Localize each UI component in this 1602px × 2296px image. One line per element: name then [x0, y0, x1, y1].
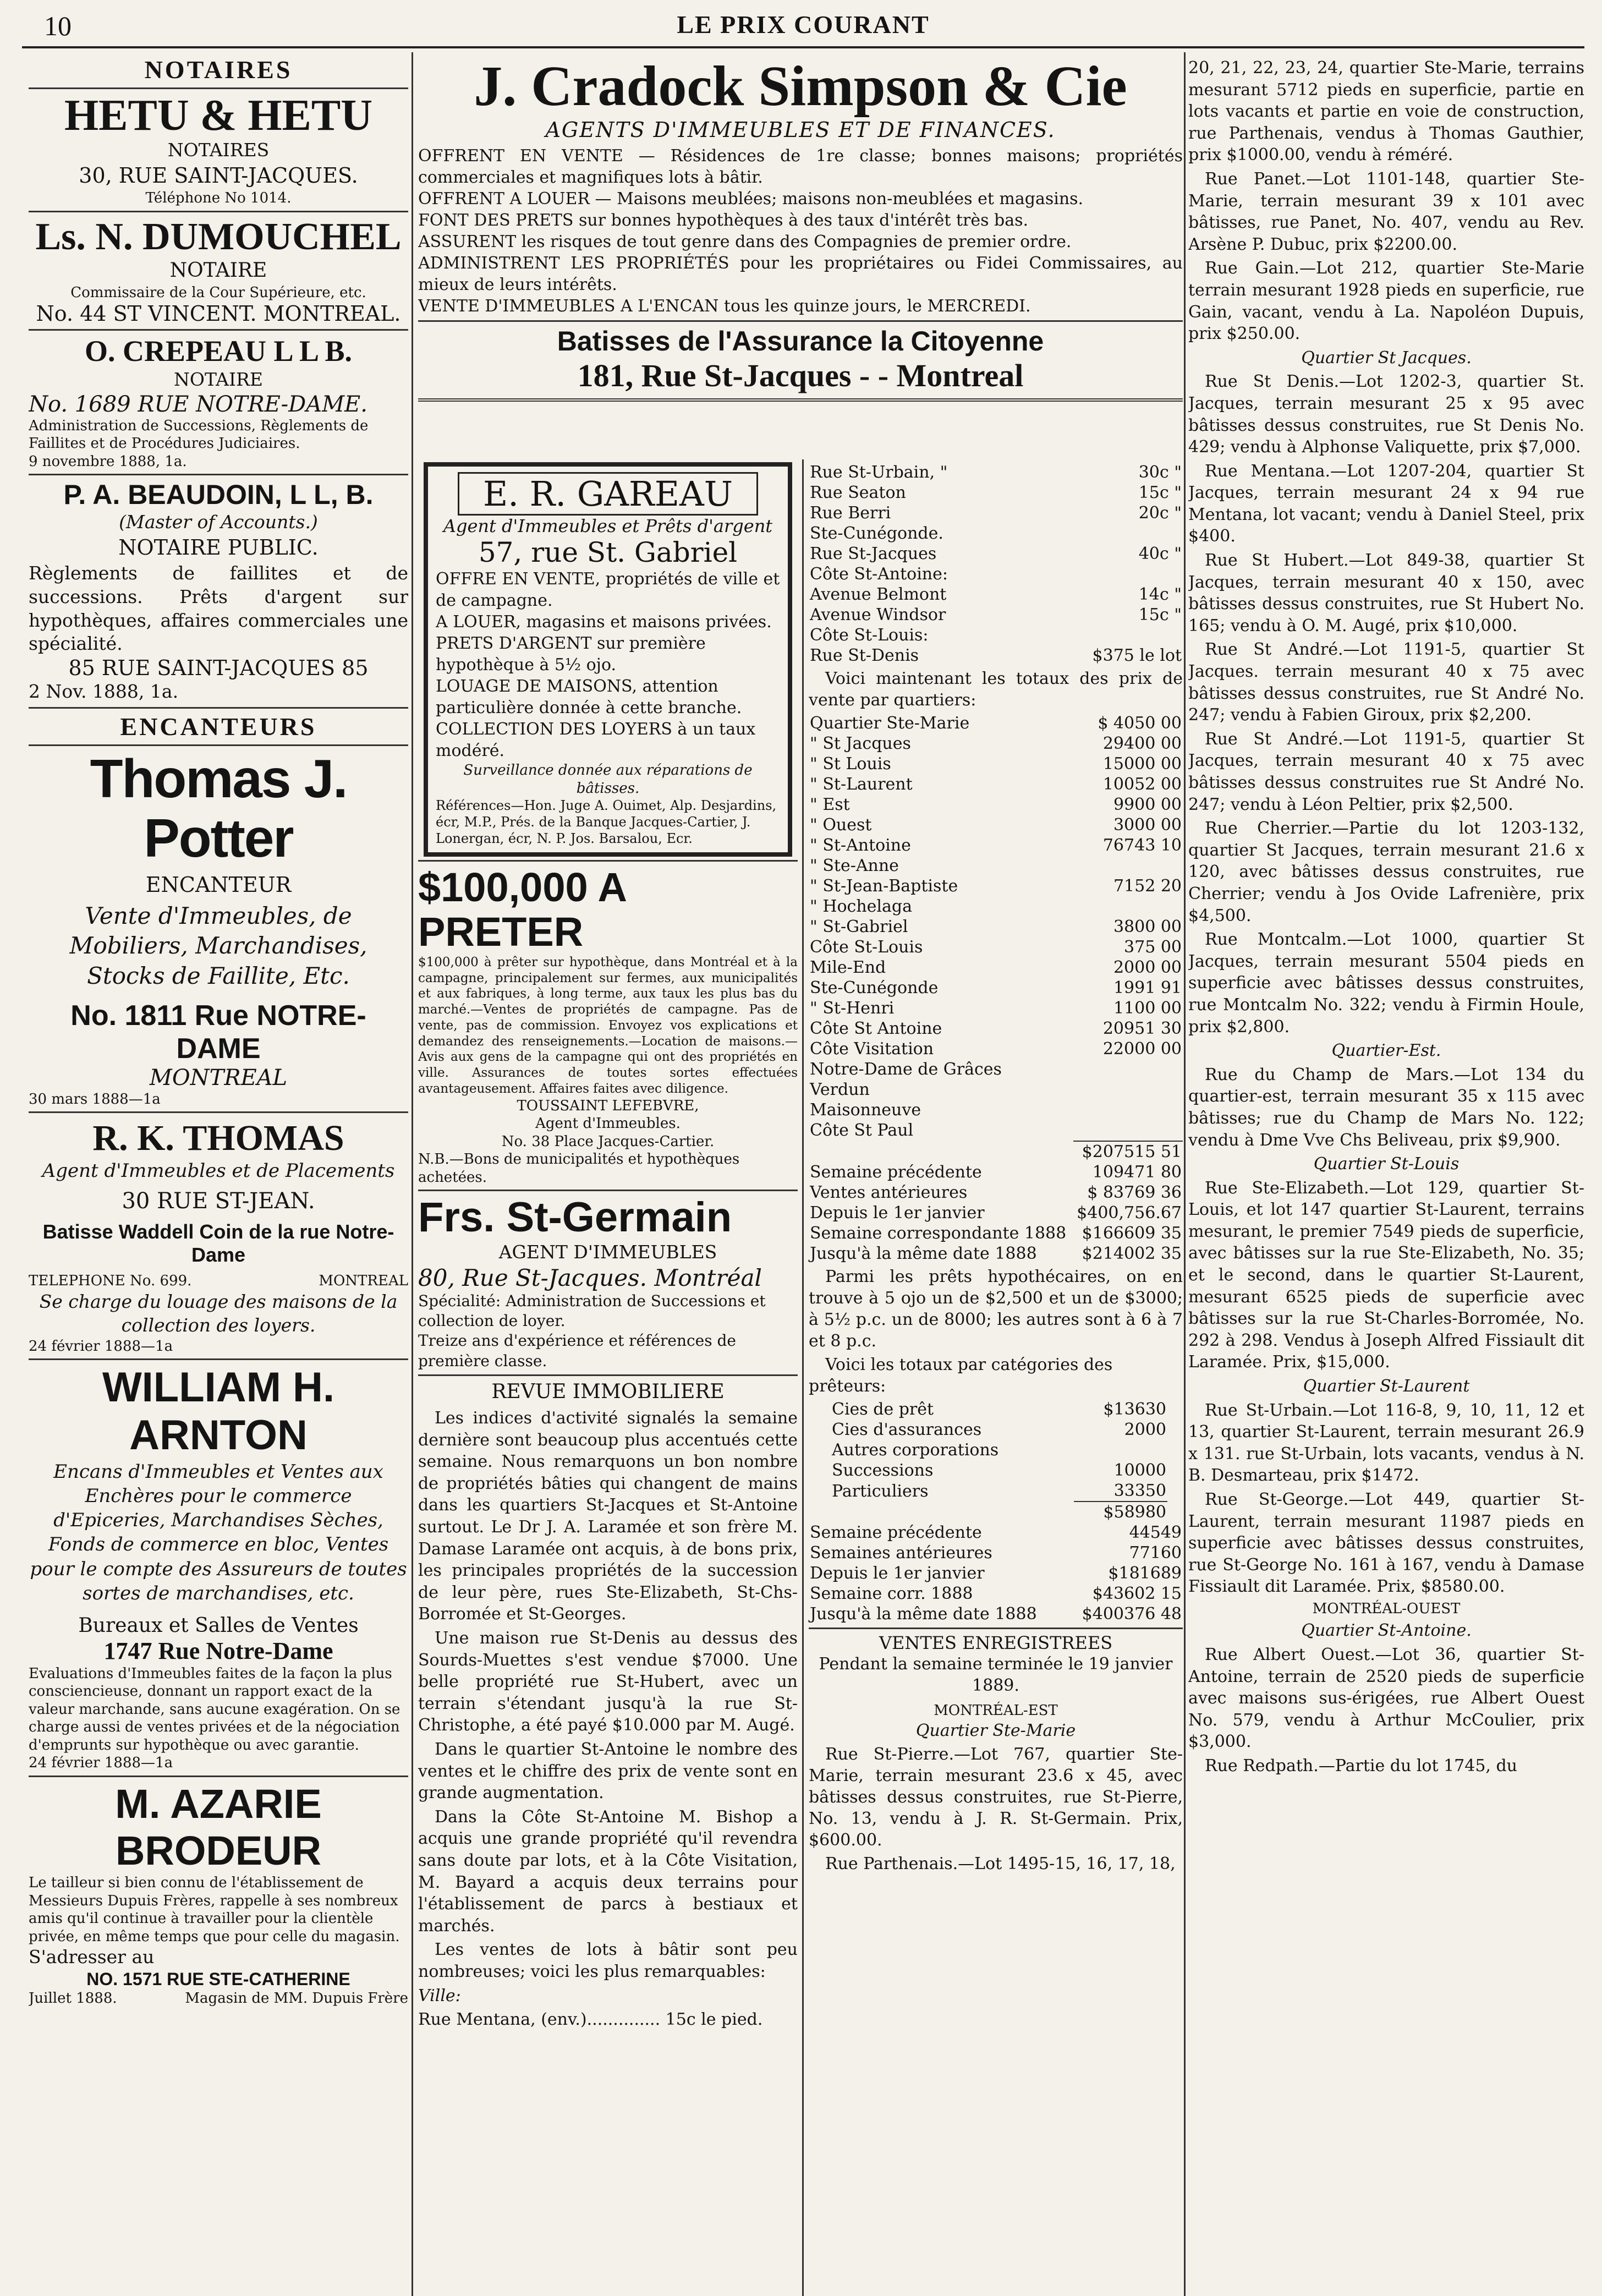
quartier-totals-table	[809, 713, 1183, 1141]
ad-name: E. R. GAREAU	[458, 472, 758, 516]
row-label: Cies de prêt	[832, 1400, 934, 1419]
sale-entry: Rue du Champ de Mars.—Lot 134 du quartier-est, terrain mesurant 35 x 115 avec bâtisses; rue du Champ de Mars No. 122; vendu à Dme Vve Chs Beliveau, prix $9,900.	[1188, 1065, 1584, 1150]
ad-address: No. 1811 Rue NOTRE-DAME	[70, 999, 366, 1065]
ad-address: NO. 1571 RUE STE-CATHERINE	[86, 1969, 350, 1990]
table-row	[809, 733, 1183, 754]
ad-date: 24 février 1888—1a	[29, 1338, 173, 1355]
row-label: " St Jacques	[810, 734, 911, 753]
sale-entry: Rue Panet.—Lot 1101-148, quartier Ste-Marie, terrain mesurant 39 x 101 avec bâtisses, rue Panet, No. 407, vendu au Rev. Arsène P. Dubuc, prix $2200.00.	[1188, 169, 1584, 254]
ad-desc: $100,000 à prêter sur hypothèque, dans Montréal et à la campagne, principalement sur fermes, aux municipalités et aux fabriques, à long terme, aux taux les plus bas du marché.—Ventes de propriétés de campagne. Pas de vente, pas de commission. Envoyez vos explications et demandez des renseignements.—Location de maisons.—Avis aux gens de la campagne qui ont des propriétés en ville. Assurances de toutes sortes effectuées avantageusement. Affaires faites avec diligence.	[418, 955, 798, 1096]
row-label: Notre-Dame de Grâces	[810, 1060, 1002, 1079]
ad-address: 181, Rue St-Jacques - - Montreal	[577, 358, 1024, 394]
row-value: 15c "	[1138, 483, 1182, 502]
totals-column	[809, 462, 1183, 1877]
row-value: $400,756.67	[1077, 1203, 1182, 1223]
table-row	[809, 713, 1183, 733]
ad-address: No. 44 ST VINCENT. MONTREAL.	[36, 302, 401, 326]
ad-name: WILLIAM H. ARNTON	[102, 1364, 335, 1459]
ad-line: VENTE D'IMMEUBLES A L'ENCAN tous les quinze jours, le MERCREDI.	[418, 297, 1031, 316]
table-row	[809, 1018, 1183, 1039]
table-row	[809, 754, 1183, 774]
row-value	[1068, 1120, 1183, 1141]
ad-beaudoin	[29, 479, 408, 704]
sale-entry: Rue St-Pierre.—Lot 767, quartier Ste-Marie, terrain mesurant 23.6 x 45, avec bâtisses dessus construites, rue St-Pierre, No. 13, vendu à J. R. St-Germain. Prix, $600.00.	[809, 1744, 1183, 1850]
row-value: 2000	[1124, 1420, 1166, 1439]
ad-stgermain	[418, 1194, 798, 1371]
table-row	[809, 1100, 1183, 1120]
ad-line: OFFRENT EN VENTE — Résidences de 1re classe; bonnes maisons; propriétés commerciales et magnifiques lots à bâtir.	[418, 146, 1183, 188]
row-label: " Est	[810, 795, 850, 814]
row-label: Ste-Cunégonde	[810, 978, 939, 998]
district-heading: MONTRÉAL-OUEST	[1312, 1600, 1461, 1617]
row-label: Semaine précédente	[810, 1523, 982, 1542]
ad-note: Surveillance donnée aux réparations de bâtisses.	[463, 762, 753, 797]
sale-entry: Rue St André.—Lot 1191-5, quartier St Jacques, terrain mesurant 40 x 75 avec bâtisses dessus construites rue St André No. 247; vendu à Léon Peltier, prix $2,500.	[1188, 729, 1584, 814]
table-row	[809, 896, 1183, 917]
row-value: $ 83769 36	[1087, 1183, 1182, 1202]
table-row	[809, 1543, 1183, 1563]
ad-brodeur	[29, 1780, 408, 2008]
row-value	[1035, 625, 1183, 645]
sale-entry: 20, 21, 22, 23, 24, quartier Ste-Marie, terrains mesurant 5712 pieds en superficie, partie en lots vacants et partie en voie de construction, rue Parthenais, vendus à Thomas Gauthier, prix $1000.00, vendu à réméré.	[1188, 58, 1584, 165]
ad-address: 30 RUE ST-JEAN.	[122, 1188, 315, 1214]
ad-desc: Encans d'Immeubles et Ventes aux Enchères pour le commerce d'Epiceries, Marchandises Sèches, Fonds de commerce en bloc, Ventes pour le compte des Assureurs de toutes sortes de marchandises, etc.	[30, 1460, 407, 1604]
quartier-heading: Quartier St-Laurent	[1303, 1377, 1470, 1396]
ad-role: AGENT D'IMMEUBLES	[498, 1241, 717, 1263]
table-row	[809, 1162, 1183, 1182]
ad-line: PRETS D'ARGENT sur première hypothèque à 5½ ojo.	[436, 634, 706, 675]
row-value: 77160	[1129, 1543, 1182, 1563]
quartier-heading: Quartier St-Louis	[1313, 1154, 1460, 1174]
ad-name: Ls. N. DUMOUCHEL	[35, 215, 402, 258]
ad-name: Thomas J. Potter	[90, 748, 347, 868]
table-row	[809, 876, 1183, 896]
table-row	[809, 1604, 1183, 1624]
ad-city: MONTREAL	[319, 1273, 408, 1290]
sale-entry: Rue St-Urbain.—Lot 116-8, 9, 10, 11, 12 et 13, quartier St-Laurent, terrain mesurant 26.9 x 131. rue St-Urbain, lots vacants, vendus à N. B. Desmarteau, prix $1472.	[1188, 1400, 1584, 1486]
article-paragraph: Les indices d'activité signalés la semaine dernière sont beaucoup plus accentués cette semaine. Nous remarquons un bon nombre de propriétés bâties qui changent de mains dans les quartiers St-Jacques et St-Antoine surtout. Le Dr J. A. Laramée et son frère M. Damase Laramée ont acquis, à de bons prix, les principales propriétés de la succession de leur père, rues Ste-Elizabeth, St-Chs-Borromée et St-Georges.	[418, 1409, 798, 1624]
article-paragraph: Une maison rue St-Denis au dessus des Sourds-Muettes s'est vendue $7000. Une belle propriété rue St-Hubert, avec un terrain s'étendant jusqu'à la rue St-Christophe, a été payé $10.000 par M. Augé.	[418, 1629, 798, 1735]
sale-entry: Rue St Denis.—Lot 1202-3, quartier St. Jacques, terrain mesurant 25 x 95 avec bâtisses dessus construites, rue St Denis No. 429; vendu à Alphonse Valiquette, prix $7,000.	[1188, 372, 1584, 457]
ad-desc-2: Evaluations d'Immeubles faites de la façon la plus consciencieuse, donnant un rapport exact de la valeur marchande, sans aucune exagération. On se charge aussi de ventes privées et de la négociation d'emprunts sur hypothèque ou avec garantie.	[29, 1665, 401, 1753]
row-label: " St-Henri	[810, 999, 895, 1018]
quartier-heading: Quartier Ste-Marie	[915, 1720, 1076, 1740]
ad-desc: Vente d'Immeubles, de Mobiliers, Marchandises, Stocks de Faillite, Etc.	[69, 902, 367, 989]
sale-entry: Rue Albert Ouest.—Lot 36, quartier St-Antoine, terrain de 2520 pieds de superficie avec maisons sus-érigées, rue Albert Ouest No. 579, vendu à Arthur McCoulier, prix $3,000.	[1188, 1645, 1584, 1752]
row-label: " St-Laurent	[810, 775, 913, 794]
article-line: Rue Mentana, (env.).............. 15c le pied.	[418, 2010, 763, 2030]
ad-role: NOTAIRE	[174, 369, 263, 391]
row-label: Semaine corr. 1888	[810, 1584, 973, 1603]
row-value: 9900 00	[1113, 795, 1182, 814]
ad-role: Agent d'Immeubles et Prêts d'argent	[443, 516, 773, 536]
table-row	[809, 1059, 1183, 1079]
row-label: Rue St-Denis	[810, 646, 919, 665]
price-table	[809, 462, 1183, 666]
row-value	[1035, 564, 1183, 584]
ad-address: 80, Rue St-Jacques. Montréal	[418, 1264, 762, 1291]
quartier-heading: Quartier St Jacques.	[1301, 348, 1472, 368]
row-label: Rue Seaton	[810, 483, 906, 502]
row-label: Jusqu'à la même date 1888	[810, 1604, 1037, 1624]
row-label: " Ouest	[810, 815, 872, 835]
table-row	[809, 483, 1183, 503]
sale-entry: Rue Montcalm.—Lot 1000, quartier St Jacques, terrain mesurant 5504 pieds en superficie avec bâtisses dessus construites, rue Montcalm No. 322; vendu à Firmin Houle, prix $2,800.	[1188, 930, 1584, 1037]
row-value: 1100 00	[1113, 999, 1182, 1018]
categories-summary-table	[809, 1522, 1183, 1624]
row-value: 44549	[1129, 1523, 1182, 1542]
sale-entry: Rue Mentana.—Lot 1207-204, quartier St Jacques, terrain mesurant 24 x 94 rue Mentana, lot vacant; vendu à Daniel Steel, prix $400.	[1188, 461, 1584, 546]
row-label: " St-Jean-Baptiste	[810, 876, 958, 896]
page-header	[22, 8, 1584, 48]
row-label: " Hochelaga	[810, 897, 913, 916]
row-value: 20c "	[1138, 503, 1182, 523]
ad-date: 30 mars 1888—1a	[29, 1091, 161, 1108]
ad-date: 9 novembre 1888, 1a.	[29, 453, 187, 470]
row-value: 15c "	[1138, 605, 1182, 624]
ad-cradock-simpson	[418, 55, 1183, 451]
row-value: $166609 35	[1082, 1224, 1182, 1243]
ad-desc: Se charge du louage des maisons de la collection des loyers.	[39, 1290, 398, 1336]
ad-line: LOUAGE DE MAISONS, attention particulière donnée à cette branche.	[436, 677, 742, 717]
row-value: 22000 00	[1102, 1039, 1182, 1059]
row-label: Côte St-Antoine:	[810, 565, 948, 584]
ad-role: ENCANTEUR	[145, 872, 292, 897]
ad-role: NOTAIRES	[167, 139, 270, 161]
sale-entry: Rue Ste-Elizabeth.—Lot 129, quartier St-Louis, et lot 147 quartier St-Laurent, terrains mesurant, le premier 7549 pieds de superficie, avec bâtisses sur la rue Ste-Elizabeth, No. 35; et le second, dans le quartier St-Laurent, mesurant 6525 pieds de superficie avec bâtisses sur la rue St-Charles-Borromée, No. 292 à 298. Vendus à Joseph Alfred Fissiault dit Laramée. Prix, $15,000.	[1188, 1178, 1584, 1372]
section-title-ventes: VENTES ENREGISTREES	[879, 1632, 1113, 1653]
row-value: 3000 00	[1113, 815, 1182, 835]
article-title: REVUE IMMOBILIERE	[491, 1380, 725, 1404]
row-value: 29400 00	[1102, 734, 1182, 753]
row-label: " St Louis	[810, 754, 891, 774]
row-value: $181689	[1108, 1564, 1182, 1583]
ad-agent: TOUSSAINT LEFEBVRE,	[517, 1097, 699, 1114]
row-label: Quartier Ste-Marie	[810, 714, 970, 733]
grand-total: $207515 51	[1073, 1141, 1183, 1162]
row-value: $43602 15	[1092, 1584, 1182, 1603]
row-value: 10000	[1113, 1461, 1166, 1480]
categories-total: $58980	[1074, 1502, 1167, 1522]
row-label: Jusqu'à la même date 1888	[810, 1244, 1037, 1263]
ad-role: Agent d'Immeubles et de Placements	[42, 1160, 395, 1182]
article-subhead: Ville:	[418, 1986, 461, 2005]
ad-thomas	[29, 1116, 408, 1355]
column-rule	[1184, 52, 1186, 2296]
ad-desc: Règlements de faillites et de successions. Prêts d'argent sur hypothèques, affaires commerciales une spécialité.	[29, 562, 408, 655]
ad-address-label: S'adresser au	[29, 1946, 155, 1968]
table-row	[809, 1243, 1183, 1264]
ad-line: ASSURENT les risques de tout genre dans des Compagnies de premier ordre.	[418, 232, 1072, 252]
row-label: Cies d'assurances	[832, 1420, 982, 1439]
ad-date: Juillet 1888.	[29, 1990, 117, 2007]
row-value	[1068, 1059, 1183, 1079]
table-row	[809, 978, 1183, 998]
sale-entry: Rue St André.—Lot 1191-5, quartier St Jacques. terrain mesurant 40 x 75 avec bâtisses dessus construites, rue St André No. 247; vendu à Fabien Giroux, prix $2,200.	[1188, 640, 1584, 725]
row-value: 15000 00	[1102, 754, 1182, 774]
ad-degree: (Master of Accounts.)	[119, 511, 318, 533]
table-row	[809, 1203, 1183, 1223]
sale-entry: Rue Parthenais.—Lot 1495-15, 16, 17, 18,	[825, 1854, 1176, 1873]
row-value	[1068, 896, 1183, 917]
row-value: 33350	[1113, 1481, 1166, 1500]
row-value: 109471 80	[1092, 1163, 1182, 1182]
table-row	[809, 835, 1183, 856]
article-revue-immobiliere	[418, 1380, 798, 2031]
row-label: Rue St-Urbain, "	[810, 463, 948, 482]
table-row	[831, 1420, 1167, 1440]
table-row	[809, 462, 1183, 483]
ad-desc: Spécialité: Administration de Successions et collection de loyer.	[418, 1291, 766, 1330]
table-row	[809, 503, 1183, 523]
table-row	[809, 1223, 1183, 1243]
row-label: Ste-Cunégonde.	[810, 524, 943, 543]
row-value	[1068, 856, 1183, 876]
row-label: Mile-End	[810, 958, 886, 977]
row-label: Avenue Windsor	[810, 605, 946, 624]
ad-role: NOTAIRE PUBLIC.	[118, 535, 319, 560]
ad-building: Batisses de l'Assurance la Citoyenne	[557, 326, 1044, 357]
row-value	[1074, 1440, 1167, 1460]
table-row	[809, 774, 1183, 794]
column-rule	[802, 459, 804, 2296]
ad-date: 24 février 1888—1a	[29, 1755, 173, 1772]
row-label: Semaine correspondante 1888	[810, 1224, 1067, 1243]
article-paragraph: Dans le quartier St-Antoine le nombre des ventes et le chiffre des prix de vente sont en grande augmentation.	[418, 1739, 798, 1803]
row-value: 375 00	[1124, 938, 1182, 957]
table-row	[831, 1440, 1167, 1460]
ad-building: Batisse Waddell Coin de la rue Notre-Dame	[42, 1220, 394, 1267]
row-label: " St-Antoine	[810, 836, 911, 855]
table-row	[831, 1481, 1167, 1502]
ad-phone: Téléphone No 1014.	[145, 190, 292, 207]
ad-name: Frs. St-Germain	[418, 1194, 732, 1241]
ad-date: 2 Nov. 1888, 1a.	[29, 681, 179, 703]
row-label: Successions	[832, 1461, 934, 1480]
ad-line: OFFRE EN VENTE, propriétés de ville et de campagne.	[436, 569, 780, 610]
row-value: 2000 00	[1113, 958, 1182, 977]
row-label: Depuis le 1er janvier	[810, 1203, 985, 1223]
row-value	[1035, 523, 1183, 544]
quartier-heading: Quartier-Est.	[1331, 1041, 1441, 1061]
row-label: Rue Berri	[810, 503, 891, 523]
row-value: 20951 30	[1102, 1019, 1182, 1038]
table-row	[809, 564, 1183, 584]
table-row	[809, 523, 1183, 544]
row-label: Côte St-Louis:	[810, 626, 929, 645]
newspaper-title: LE PRIX COURANT	[677, 10, 930, 39]
ad-agent-address: No. 38 Place Jacques-Cartier.	[501, 1133, 715, 1150]
ad-preter	[418, 865, 798, 1186]
row-value: $214002 35	[1082, 1244, 1182, 1263]
row-value: $375 le lot	[1092, 646, 1182, 665]
district-heading: MONTRÉAL-EST	[934, 1702, 1058, 1719]
totals-intro: Voici maintenant les totaux des prix de vente par quartiers:	[809, 669, 1183, 710]
ad-desc: Le tailleur si bien connu de l'établissement de Messieurs Dupuis Frères, rappelle à ses nombreux amis qu'il continue à travailler pour la clientèle privée, en même temps que pour celle du magasin.	[29, 1875, 400, 1945]
row-value: 3800 00	[1113, 917, 1182, 936]
lender-categories-table	[831, 1399, 1167, 1522]
sale-entry: Rue Redpath.—Partie du lot 1745, du	[1205, 1756, 1518, 1776]
ad-line: A LOUER, magasins et maisons privées.	[436, 612, 772, 632]
ad-subtitle: AGENTS D'IMMEUBLES ET DE FINANCES.	[545, 118, 1056, 143]
ad-arnton	[29, 1363, 408, 1772]
ad-store: Magasin de MM. Dupuis Frère	[185, 1990, 408, 2007]
row-label: Semaine précédente	[810, 1163, 982, 1182]
row-value: $ 4050 00	[1098, 714, 1182, 733]
row-label: Ventes antérieures	[810, 1183, 968, 1202]
ad-role: NOTAIRE	[169, 259, 267, 282]
row-label: Autres corporations	[832, 1440, 999, 1460]
ad-line: COLLECTION DES LOYERS à un taux modéré.	[436, 720, 756, 760]
article-paragraph: Dans la Côte St-Antoine M. Bishop a acquis une grande propriété qu'il revendra sans doute par lots, et à la Côte Visitation, M. Bayard a acquis deux terrains pour l'établissement de parcs à bestiaux et marchés.	[418, 1807, 798, 1936]
row-label: " Ste-Anne	[810, 856, 899, 875]
ad-address: 30, RUE SAINT-JACQUES.	[79, 163, 358, 188]
row-value	[1068, 1100, 1183, 1120]
row-label: Avenue Belmont	[810, 585, 947, 604]
row-label: " St-Gabriel	[810, 917, 908, 936]
row-value: 30c "	[1138, 463, 1182, 482]
row-label: Côte Visitation	[810, 1039, 934, 1059]
directory-column	[29, 55, 408, 2008]
ad-desc-2: Treize ans d'expérience et références de première classe.	[418, 1331, 736, 1370]
table-row	[809, 1522, 1183, 1543]
ad-address: No. 1689 RUE NOTRE-DAME.	[29, 391, 367, 417]
row-label: Particuliers	[832, 1481, 929, 1501]
ad-name: P. A. BEAUDOIN, L L, B.	[63, 479, 374, 511]
row-value: 1991 91	[1113, 978, 1182, 998]
table-row	[831, 1399, 1167, 1420]
ad-desc: Administration de Successions, Règlements de Faillites et de Procédures Judiciaires.	[29, 417, 369, 452]
row-label: Côte St Antoine	[810, 1019, 942, 1038]
ad-crepeau	[29, 334, 408, 470]
section-heading-notaires: NOTAIRES	[144, 56, 293, 84]
ad-line: FONT DES PRETS sur bonnes hypothèques à des taux d'intérêt très bas.	[418, 211, 1029, 231]
ad-address: 85 RUE SAINT-JACQUES 85	[68, 656, 369, 681]
row-label: Semaines antérieures	[810, 1543, 992, 1563]
ad-name: M. AZARIE BRODEUR	[115, 1780, 322, 1874]
article-paragraph: Les ventes de lots à bâtir sont peu nombreuses; voici les plus remarquables:	[418, 1940, 798, 1981]
ad-potter	[29, 749, 408, 1108]
ad-gareau	[424, 462, 792, 857]
table-row	[809, 1182, 1183, 1203]
column-rule	[412, 52, 413, 2296]
ad-line: ADMINISTRENT LES PROPRIÉTÉS pour les propriétaires ou Fidei Commissaires, au mieux de leurs intérêts.	[418, 254, 1183, 295]
table-row	[809, 794, 1183, 815]
table-row	[809, 998, 1183, 1018]
table-row	[809, 645, 1183, 666]
table-row	[809, 937, 1183, 957]
ad-note: Commissaire de la Cour Supérieure, etc.	[70, 284, 366, 301]
sales-column	[1188, 55, 1584, 1779]
table-row	[809, 917, 1183, 937]
ad-line: OFFRENT A LOUER — Maisons meublées; maisons non-meublées et magasins.	[418, 189, 1084, 209]
table-row	[809, 1120, 1183, 1141]
table-row	[809, 815, 1183, 835]
row-value: 76743 10	[1102, 836, 1182, 855]
ad-name: O. CREPEAU L L B.	[84, 335, 353, 368]
row-value: 14c "	[1138, 585, 1182, 604]
table-row	[809, 584, 1183, 605]
ad-hetu	[29, 92, 408, 207]
ad-references: Références—Hon. Juge A. Ouimet, Alp. Desjardins, écr, M.P., Prés. de la Banque Jacques-Cartier, J. Lonergan, écr, N. P. Jos. Barsalou, Ecr.	[436, 798, 777, 846]
sale-entry: Rue Gain.—Lot 212, quartier Ste-Marie terrain mesurant 1928 pieds en superficie, rue Gain, vacant, vendu à La. Napoléon Dupuis, prix $250.00.	[1188, 259, 1584, 344]
ad-title: $100,000 A PRETER	[418, 864, 626, 955]
ad-dumouchel	[29, 216, 408, 326]
row-value: 10052 00	[1102, 775, 1182, 794]
ad-address: 1747 Rue Notre-Dame	[103, 1637, 333, 1664]
sale-entry: Rue St Hubert.—Lot 849-38, quartier St Jacques, terrain mesurant 40 x 150, avec bâtisses dessus construites, rue St Hubert No. 165; vendu à O. M. Augé, prix $10,000.	[1188, 551, 1584, 635]
table-row	[809, 1039, 1183, 1059]
table-row	[809, 856, 1183, 876]
section-subtitle: Pendant la semaine terminée le 19 janvier 1889.	[819, 1654, 1173, 1695]
row-value: 7152 20	[1113, 876, 1182, 896]
ad-name: J. Cradock Simpson & Cie	[474, 55, 1127, 118]
ad-phone: TELEPHONE No. 699.	[29, 1273, 192, 1290]
table-row	[809, 544, 1183, 564]
row-value: $400376 48	[1082, 1604, 1182, 1624]
ad-city: MONTREAL	[149, 1065, 288, 1091]
row-label: Côte St Paul	[810, 1121, 914, 1140]
sale-entry: Rue St-George.—Lot 449, quartier St-Laurent, terrain mesurant 11987 pieds en superficie avec bâtisses dessus construites, rue St-George No. 161 à 167, vendu à Damase Fissiault dit Laramée. Prix, $8580.00.	[1188, 1490, 1584, 1597]
table-row	[809, 625, 1183, 645]
table-row	[809, 1583, 1183, 1604]
section-heading-encanteurs: ENCANTEURS	[120, 713, 317, 741]
loans-intro: Parmi les prêts hypothécaires, on en trouve à 5 ojo un de $2,500 et un de $3000; à 5½ p.c. un de 8000; les autres sont à 6 à 7 et 8 p.c.	[809, 1267, 1183, 1351]
row-value	[1068, 1079, 1183, 1100]
row-label: Depuis le 1er janvier	[810, 1564, 985, 1583]
page-number: 10	[44, 10, 72, 41]
ads-and-review-column	[418, 462, 798, 2033]
row-value: $13630	[1103, 1400, 1166, 1419]
row-label: Maisonneuve	[810, 1100, 921, 1120]
ad-name: R. K. THOMAS	[92, 1118, 344, 1159]
table-row	[809, 1563, 1183, 1583]
row-label: Rue St-Jacques	[810, 544, 937, 563]
ad-offices: Bureaux et Salles de Ventes	[78, 1614, 359, 1637]
ad-address: 57, rue St. Gabriel	[478, 536, 738, 568]
table-row	[809, 1079, 1183, 1100]
row-label: Côte St-Louis	[810, 938, 923, 957]
table-row	[809, 957, 1183, 978]
table-row	[831, 1460, 1167, 1481]
ad-name: HETU & HETU	[64, 91, 373, 140]
table-row	[809, 605, 1183, 625]
weekly-summary-table	[809, 1141, 1183, 1264]
ad-agent-role: Agent d'Immeubles.	[535, 1115, 681, 1132]
ad-note: N.B.—Bons de municipalités et hypothèques achetées.	[418, 1151, 740, 1186]
categories-intro: Voici les totaux par catégories des prêteurs:	[809, 1355, 1113, 1396]
sale-entry: Rue Cherrier.—Partie du lot 1203-132, quartier St Jacques, terrain mesurant 21.6 x 120, avec bâtisses dessus construites, rue Cherrier; vendu à Jos Ovide Lafrenière, prix $4,500.	[1188, 819, 1584, 925]
row-value: 40c "	[1138, 544, 1182, 563]
quartier-heading: Quartier St-Antoine.	[1301, 1621, 1472, 1641]
row-label: Verdun	[810, 1080, 870, 1099]
